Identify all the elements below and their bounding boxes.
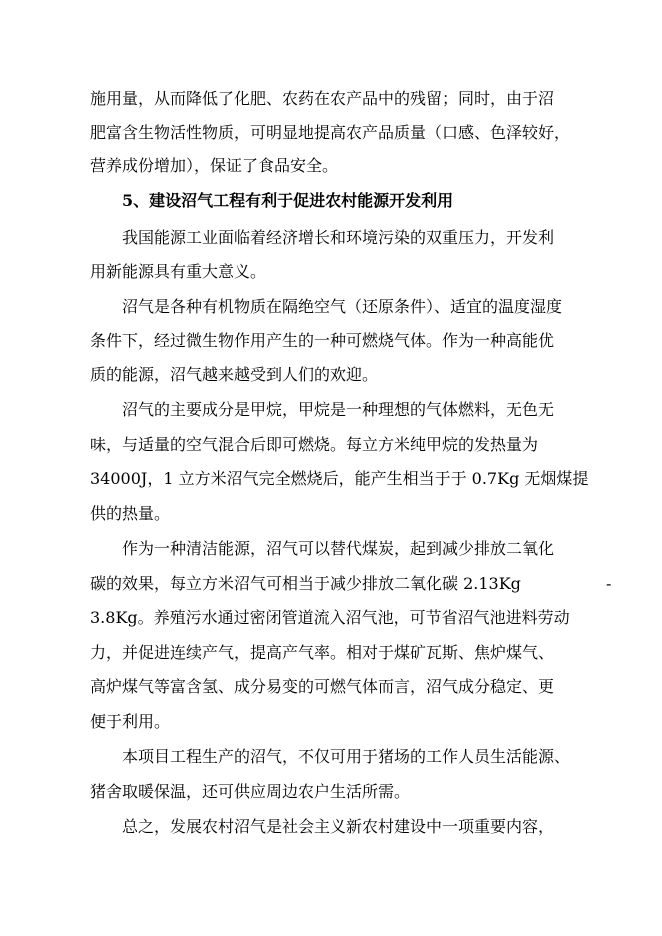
paragraph-line: 作为一种清洁能源，沼气可以替代煤炭，起到减少排放二氧化 bbox=[122, 539, 555, 558]
paragraph-line: 力，并促进连续产气，提高产气率。相对于煤矿瓦斯、焦炉煤气、 bbox=[90, 643, 555, 662]
paragraph-line: 肥富含生物活性物质，可明显地提高农产品质量（口感、色泽较好， bbox=[90, 123, 571, 142]
paragraph-line: 总之，发展农村沼气是社会主义新农村建设中一项重要内容， bbox=[122, 817, 555, 836]
paragraph-line: 营养成份增加），保证了食品安全。 bbox=[90, 156, 339, 175]
paragraph-line: 34000J，1 立方米沼气完全燃烧后，能产生相当于于 0.7Kg 无烟煤提 bbox=[90, 469, 589, 488]
paragraph-line: 沼气的主要成分是甲烷，甲烷是一种理想的气体燃料，无色无 bbox=[122, 400, 555, 419]
paragraph-line: 我国能源工业面临着经济增长和环境污染的双重压力，开发利 bbox=[122, 228, 555, 247]
paragraph-line: 施用量，从而降低了化肥、农药在农产品中的残留；同时，由于沼 bbox=[90, 89, 555, 108]
paragraph-line: 沼气是各种有机物质在隔绝空气（还原条件）、适宜的温度湿度 bbox=[122, 297, 563, 316]
paragraph-line: 质的能源，沼气越来越受到人们的欢迎。 bbox=[90, 365, 379, 384]
paragraph-line: 碳的效果，每立方米沼气可相当于减少排放二氧化碳 2.13Kg bbox=[90, 574, 521, 593]
section-heading: 5、建设沼气工程有利于促进农村能源开发利用 bbox=[122, 191, 454, 210]
paragraph-line: 用新能源具有重大意义。 bbox=[90, 262, 267, 281]
paragraph-line: 本项目工程生产的沼气，不仅可用于猪场的工作人员生活能源、 bbox=[122, 747, 571, 766]
paragraph-line: 猪舍取暖保温，还可供应周边农户生活所需。 bbox=[90, 782, 411, 801]
paragraph-line: 供的热量。 bbox=[90, 504, 171, 523]
paragraph-line: 便于利用。 bbox=[90, 712, 171, 731]
paragraph-line: 高炉煤气等富含氢、成分易变的可燃气体而言，沼气成分稳定、更 bbox=[90, 677, 555, 696]
paragraph-line: 味，与适量的空气混合后即可燃烧。每立方米纯甲烷的发热量为 bbox=[90, 435, 539, 454]
paragraph-line: 3.8Kg。养殖污水通过密闭管道流入沼气池，可节省沼气池进料劳动 bbox=[90, 608, 570, 627]
range-dash: - bbox=[606, 574, 612, 593]
paragraph-line: 条件下，经过微生物作用产生的一种可燃烧气体。作为一种高能优 bbox=[90, 331, 555, 350]
